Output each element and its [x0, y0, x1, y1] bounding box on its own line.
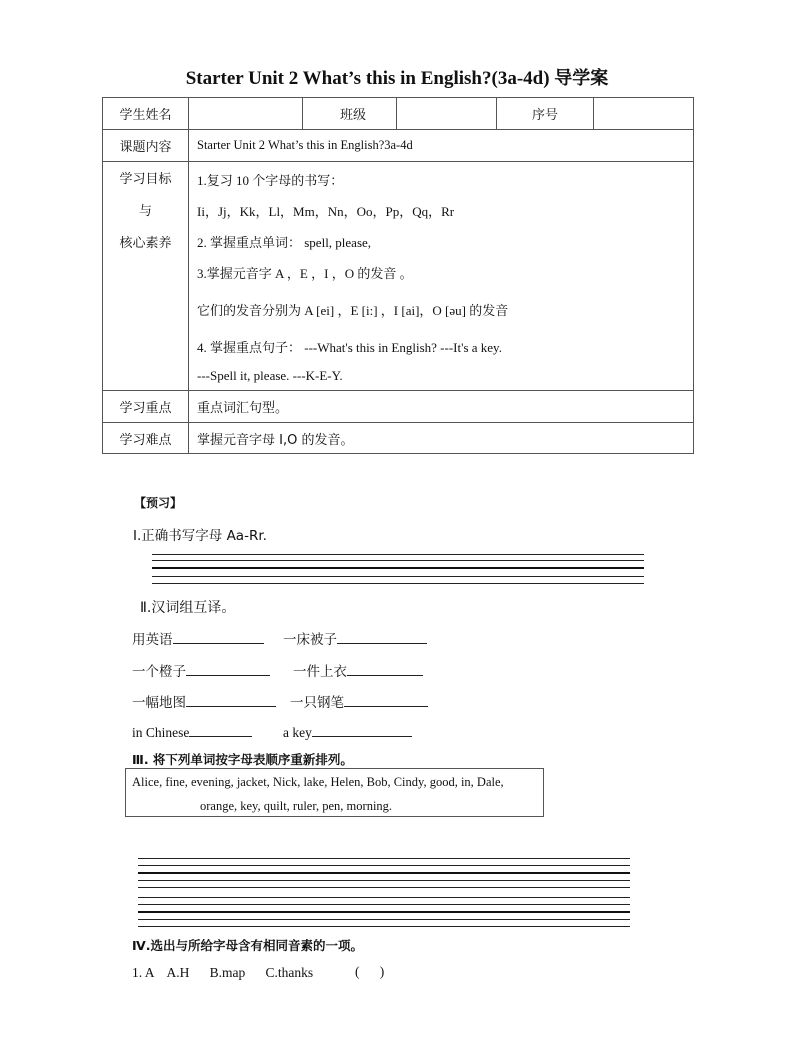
writing-line[interactable]	[138, 872, 630, 874]
vocab-term: 一个橙子	[132, 664, 186, 680]
writing-line[interactable]	[152, 554, 644, 555]
writing-line[interactable]	[138, 897, 630, 898]
writing-line[interactable]	[138, 919, 630, 920]
word-list-box	[125, 768, 544, 817]
goals-label-cell	[103, 162, 189, 391]
goal-line-1: 1.复习 10 个字母的书写：	[197, 173, 344, 188]
seat-field[interactable]	[594, 98, 694, 130]
info-table	[102, 97, 694, 454]
goal-line-5: 它们的发音分别为 A [ei] ，E [i:] ，I [ai]，O [əu] 的发音	[197, 303, 509, 318]
writing-line[interactable]	[152, 583, 644, 584]
goals-label-3: 核心素养	[119, 236, 172, 251]
answer-blank[interactable]	[173, 629, 264, 644]
title-english: Starter Unit 2 What’s this in English?(3a-4d)	[185, 68, 550, 89]
writing-line[interactable]	[138, 865, 630, 866]
goal-line-4: 3.掌握元音字 A ，E ，I ，O 的发音 。	[197, 266, 413, 281]
goal-line-6: 4. 掌握重点句子： ---What's this in English? ---It's a key.	[197, 340, 502, 355]
seat-label: 序号	[497, 98, 594, 130]
answer-paren[interactable]: ( )	[355, 964, 385, 979]
vocab-term: 一幅地图	[132, 695, 186, 711]
focus-label: 学习重点	[103, 391, 189, 423]
preview-heading: 【预习】	[134, 496, 183, 510]
goal-line-3: 2. 掌握重点单词： spell, please,	[197, 235, 372, 250]
part3-heading: Ⅲ. 将下列单词按字母表顺序重新排列。	[132, 752, 353, 767]
question-1: 1. A A.H B.map C.thanks	[132, 965, 314, 980]
goal-line-2: Ii，Jj，Kk，Ll，Mm，Nn，Oo，Pp，Qq，Rr	[197, 204, 455, 219]
vocab-item	[283, 722, 412, 741]
word-list-line-1: Alice, fine, evening, jacket, Nick, lake, Helen, Bob, Cindy, good, in, Dale,	[132, 775, 504, 789]
answer-blank[interactable]	[186, 661, 270, 676]
answer-blank[interactable]	[347, 661, 423, 676]
goals-label-1: 学习目标	[119, 172, 172, 187]
topic-label: 课题内容	[103, 130, 189, 162]
topic-value: Starter Unit 2 What’s this in English?3a-4d	[189, 130, 694, 162]
vocab-item	[132, 722, 252, 741]
answer-blank[interactable]	[189, 722, 252, 737]
difficulty-value: 掌握元音字母 I,O 的发音。	[189, 423, 694, 454]
student-name-field[interactable]	[189, 98, 303, 130]
goal-line-7: ---Spell it, please. ---K-E-Y.	[197, 368, 343, 383]
writing-line[interactable]	[138, 904, 630, 905]
vocab-item	[283, 628, 427, 648]
answer-blank[interactable]	[344, 692, 428, 707]
vocab-item	[132, 691, 276, 711]
vocab-term: 一只钢笔	[290, 695, 344, 711]
vocab-term: 一件上衣	[293, 664, 347, 680]
focus-value: 重点词汇句型。	[189, 391, 694, 423]
goals-content	[189, 162, 694, 391]
part2-heading: Ⅱ.汉词组互译。	[140, 600, 236, 616]
class-label: 班级	[303, 98, 397, 130]
class-field[interactable]	[397, 98, 497, 130]
writing-line[interactable]	[138, 880, 630, 881]
vocab-term: 一床被子	[283, 632, 337, 648]
answer-blank[interactable]	[186, 692, 276, 707]
vocab-item	[132, 628, 264, 648]
goals-label-2: 与	[138, 204, 152, 219]
word-list-line-2: orange, key, quilt, ruler, pen, morning.	[200, 799, 393, 813]
answer-blank[interactable]	[312, 722, 412, 737]
writing-line[interactable]	[152, 576, 644, 577]
vocab-term: 用英语	[132, 632, 173, 648]
vocab-item	[293, 660, 423, 680]
vocab-term: in Chinese	[132, 725, 190, 740]
page-title	[0, 64, 794, 90]
difficulty-label: 学习难点	[103, 423, 189, 454]
vocab-term: a key	[283, 725, 312, 740]
writing-line[interactable]	[138, 911, 630, 913]
title-chinese: 导学案	[554, 68, 609, 89]
part1-heading: Ⅰ.正确书写字母 Aa-Rr.	[133, 528, 267, 544]
writing-line[interactable]	[138, 926, 630, 927]
vocab-item	[132, 660, 270, 680]
writing-line[interactable]	[152, 560, 644, 561]
student-name-label: 学生姓名	[103, 98, 189, 130]
writing-line[interactable]	[138, 858, 630, 859]
answer-blank[interactable]	[337, 629, 427, 644]
vocab-item	[290, 691, 428, 711]
writing-line[interactable]	[152, 567, 644, 569]
writing-line[interactable]	[138, 887, 630, 888]
part4-heading: Ⅳ.选出与所给字母含有相同音素的一项。	[132, 938, 363, 953]
